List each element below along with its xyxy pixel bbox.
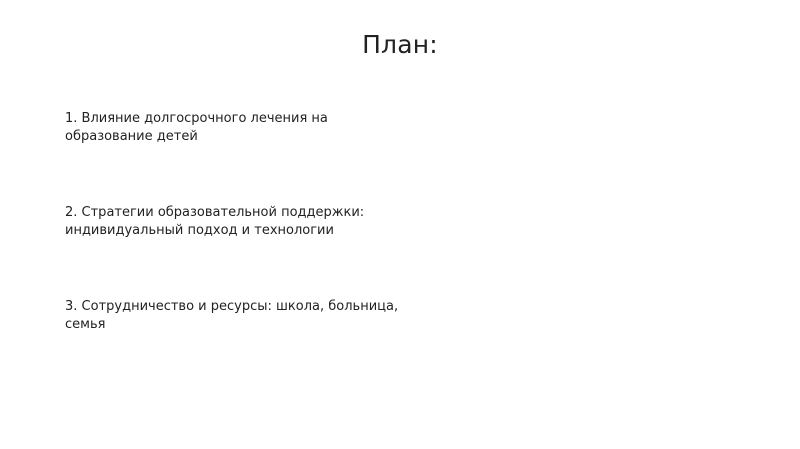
plan-item-2: 2. Стратегии образовательной поддержки: индивидуальный подход и технологии <box>65 205 365 238</box>
plan-item-3: 3. Сотрудничество и ресурсы: школа, больница, семья <box>65 299 399 332</box>
plan-item-1: 1. Влияние долгосрочного лечения на образование детей <box>65 111 328 144</box>
plan-list <box>65 110 410 334</box>
slide-title: План: <box>362 30 438 59</box>
